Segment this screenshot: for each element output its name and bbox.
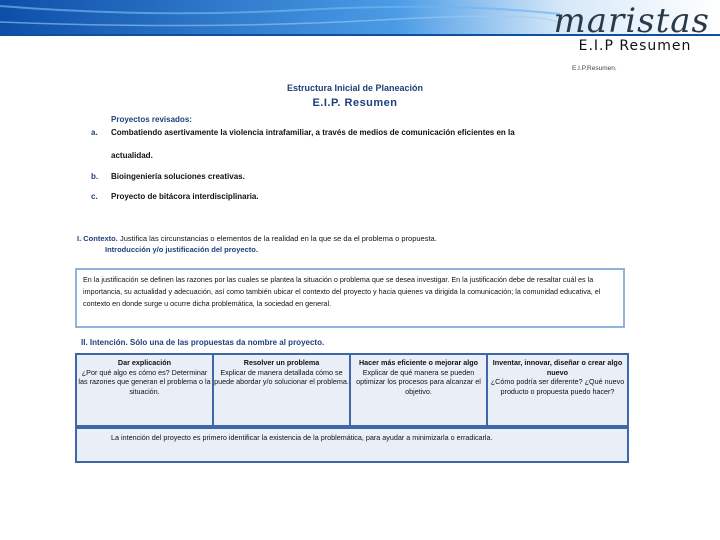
context-line: I. Contexto. Justifica las circunstancias o elementos de la realidad en la que se da el problema o propuesta. [77,234,437,243]
reviewed-item-a-cont: actualidad. [111,151,153,160]
reviewed-item-c: c. Proyecto de bitácora interdisciplinaria. [91,192,259,201]
justification-box: En la justificación se definen las razones por las cuales se plantea la situación o problema que se desea investigar. En la justificación debe de resaltar cuál es la importancia, su actualidad y adecuación, así como también ubicar el contexto del proyecto y hacia quienes va dirigida la comunicación; la comunidad educativa, el contexto en donde surge u ocurre dicha problemática, la sociedad en general. [75,268,625,328]
context-subtitle: Introducción y/o justificación del proyecto. [105,245,258,254]
intention-line: II. Intención. Sólo una de las propuestas da nombre al proyecto. [81,338,325,347]
intention-statement: La intención del proyecto es primero identificar la existencia de la problemática, para ayudar a minimizarla o erradicarla. [77,429,627,461]
option-cell-innovate: Inventar, innovar, diseñar o crear algo nuevo ¿Cómo podría ser diferente? ¿Qué nuevo producto o propuesta puedo hacer? [488,355,627,425]
document-heading: Estructura Inicial de Planeación [286,83,424,93]
document-subheading: E.I.P. Resumen [312,97,398,109]
intention-options-table [75,353,629,463]
document-image [75,60,635,470]
document-ref: E.I.P.Resumen. [572,65,617,72]
option-cell-improve: Hacer más eficiente o mejorar algo Explicar de qué manera se pueden optimizar los procesos para alcanzar el objetivo. [351,355,486,425]
reviewed-projects-title: Proyectos revisados: [111,115,192,124]
option-cell-solve: Resolver un problema Explicar de manera detallada cómo se puede abordar y/o solucionar el problema. [214,355,349,425]
option-cell-explain: Dar explicación ¿Por qué algo es cómo es? Determinar las razones que generan el problema o la situación. [77,355,212,425]
maristas-logo: maristas [553,1,710,41]
slide-title: E.I.P Resumen [578,38,692,54]
reviewed-item-b: b. Bioingeniería soluciones creativas. [91,172,245,181]
reviewed-item-a: a. Combatiendo asertivamente la violencia intrafamiliar, a través de medios de comunicación eficientes en la [91,128,515,137]
